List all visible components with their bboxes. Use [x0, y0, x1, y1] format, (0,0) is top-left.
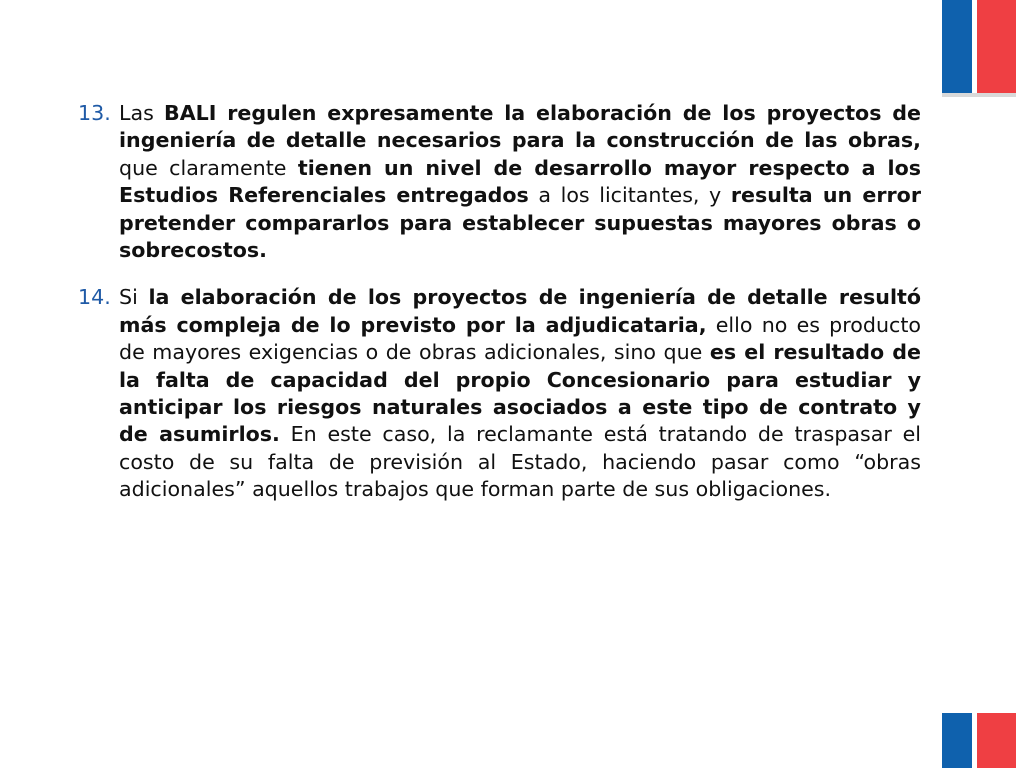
- flag-decoration-bottom: [942, 713, 1016, 768]
- item-number: 13.: [78, 101, 111, 125]
- item-text: [119, 100, 921, 264]
- bold-segment: resulta un error pretender compararlos para establecer supuestas mayores obras o sobrecostos.: [119, 183, 921, 263]
- slide-body: [78, 100, 921, 524]
- bold-segment: tienen un nivel de desarrollo mayor respecto a los Estudios Referenciales entregados: [119, 155, 921, 208]
- flag-blue-stripe: [942, 0, 972, 93]
- numbered-item: [78, 284, 921, 503]
- text-segment: Si: [119, 285, 149, 310]
- flag-red-stripe: [977, 0, 1016, 93]
- bold-segment: la elaboración de los proyectos de ingeniería de detalle resultó más compleja de lo previsto por la adjudicataria,: [119, 285, 922, 337]
- flag-blue-stripe: [942, 713, 972, 768]
- text-segment: ello no es producto de mayores exigencias o de obras adicionales, sino que: [119, 312, 921, 365]
- flag-red-stripe: [977, 713, 1016, 768]
- numbered-item: [78, 100, 921, 264]
- item-text: [119, 284, 921, 503]
- text-segment: En este caso, la reclamante está tratando de traspasar el costo de su falta de previsión al Estado, haciendo pasar como “obras adicionales” aquellos trabajos que forman parte de sus obligaciones.: [119, 422, 922, 502]
- bold-segment: BALI regulen expresamente la elaboración de los proyectos de ingeniería de detalle necesarios para la construcción de las obras,: [119, 101, 921, 153]
- text-segment: Las: [119, 101, 165, 125]
- bold-segment: es el resultado de la falta de capacidad del propio Concesionario para estudiar y anticipar los riesgos naturales asociados a este tipo de contrato y de asumirlos.: [119, 340, 921, 447]
- text-segment: a los licitantes, y: [528, 183, 731, 208]
- item-number: 14.: [78, 285, 111, 310]
- text-segment: que claramente: [119, 155, 298, 180]
- flag-decoration-top: [942, 0, 1016, 97]
